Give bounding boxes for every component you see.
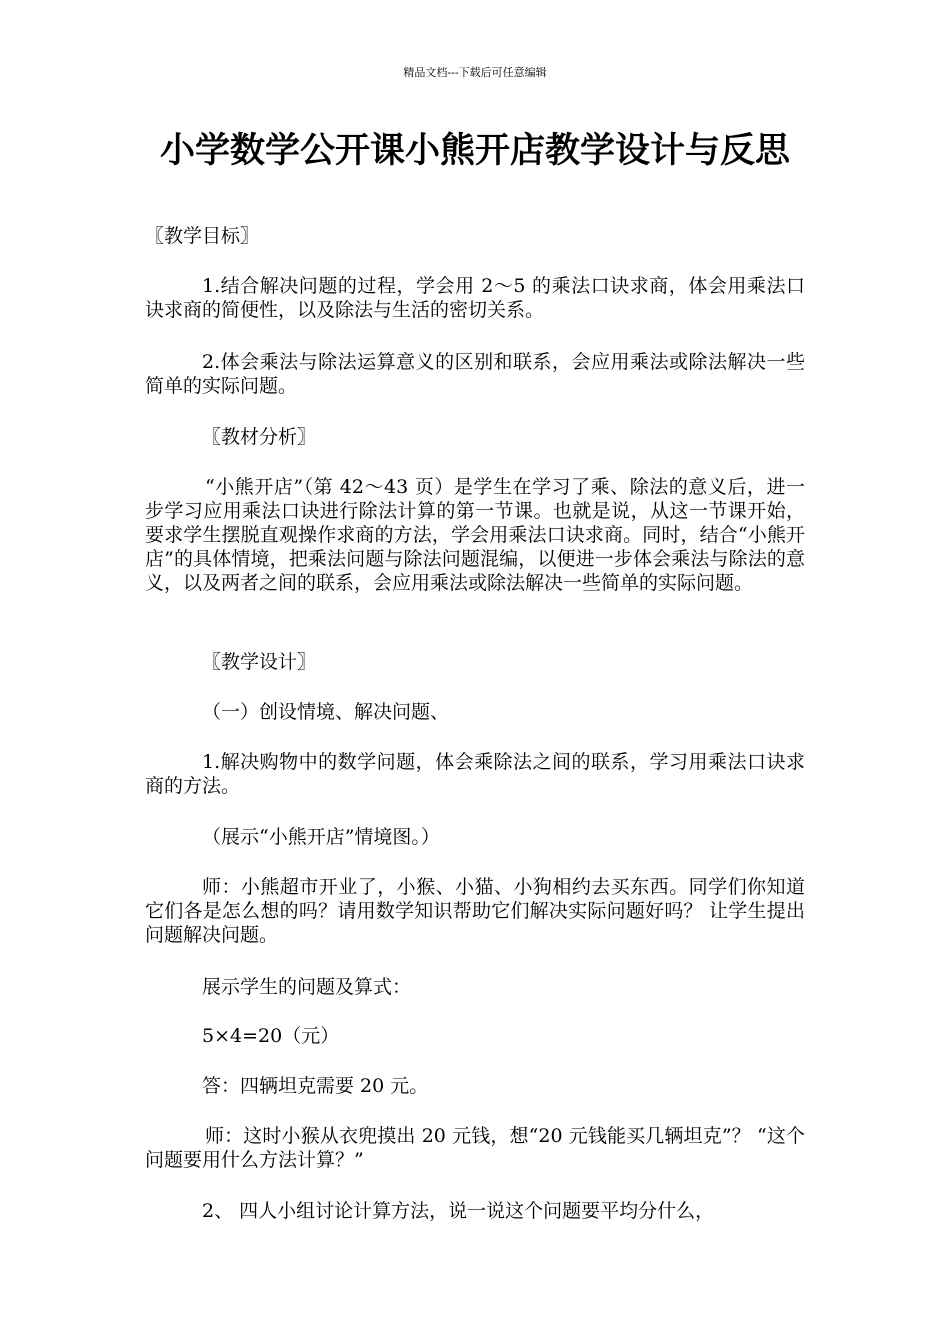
paragraph-show-questions: 展示学生的问题及算式：: [202, 976, 412, 998]
paragraph-teacher-question: 师：这时小猴从衣兜摸出 20 元钱，想“20 元钱能买几辆坦克”？ “这个问题要用什么方法计算？”: [145, 1125, 805, 1171]
document-title: 小学数学公开课小熊开店教学设计与反思: [159, 130, 790, 171]
paragraph-goal-2: 2.体会乘法与除法运算意义的区别和联系，会应用乘法或除法解决一些简单的实际问题。: [145, 351, 805, 397]
section-heading-design: 〖教学设计〗: [202, 651, 317, 673]
section-heading-goals: 〖教学目标〗: [145, 225, 260, 247]
section-heading-analysis: 〖教材分析〗: [202, 426, 317, 448]
paragraph-shopping-problem: 1.解决购物中的数学问题，体会乘除法之间的联系，学习用乘法口诀求商的方法。: [145, 751, 805, 797]
paragraph-group-discussion: 2、 四人小组讨论计算方法，说一说这个问题要平均分什么，: [202, 1200, 715, 1222]
paragraph-step-1: （一）创设情境、解决问题、: [202, 701, 450, 723]
page-header: 精品文档---下载后可任意编辑: [403, 66, 547, 79]
paragraph-teacher-intro: 师：小熊超市开业了，小猴、小猫、小狗相约去买东西。同学们你知道它们各是怎么想的吗？请用数学知识帮助它们解决实际问题好吗？ 让学生提出问题解决问题。: [145, 876, 805, 946]
paragraph-goal-1: 1.结合解决问题的过程，学会用 2～5 的乘法口诀求商，体会用乘法口诀求商的简便性，以及除法与生活的密切关系。: [145, 275, 805, 321]
paragraph-analysis: “小熊开店”（第 42～43 页）是学生在学习了乘、除法的意义后，进一步学习应用乘法口诀进行除法计算的第一节课。也就是说，从这一节课开始，要求学生摆脱直观操作求商的方法，学会用乘法口诀求商。同时，结合“小熊开店”的具体情境，把乘法问题与除法问题混编，以便进一步体会乘法与除法的意义，以及两者之间的联系，会应用乘法或除法解决一些简单的实际问题。: [145, 476, 805, 594]
paragraph-show-picture: （展示“小熊开店”情境图。）: [202, 826, 440, 848]
paragraph-answer: 答：四辆坦克需要 20 元。: [202, 1075, 429, 1097]
paragraph-formula: 5×4=20（元）: [202, 1025, 340, 1047]
